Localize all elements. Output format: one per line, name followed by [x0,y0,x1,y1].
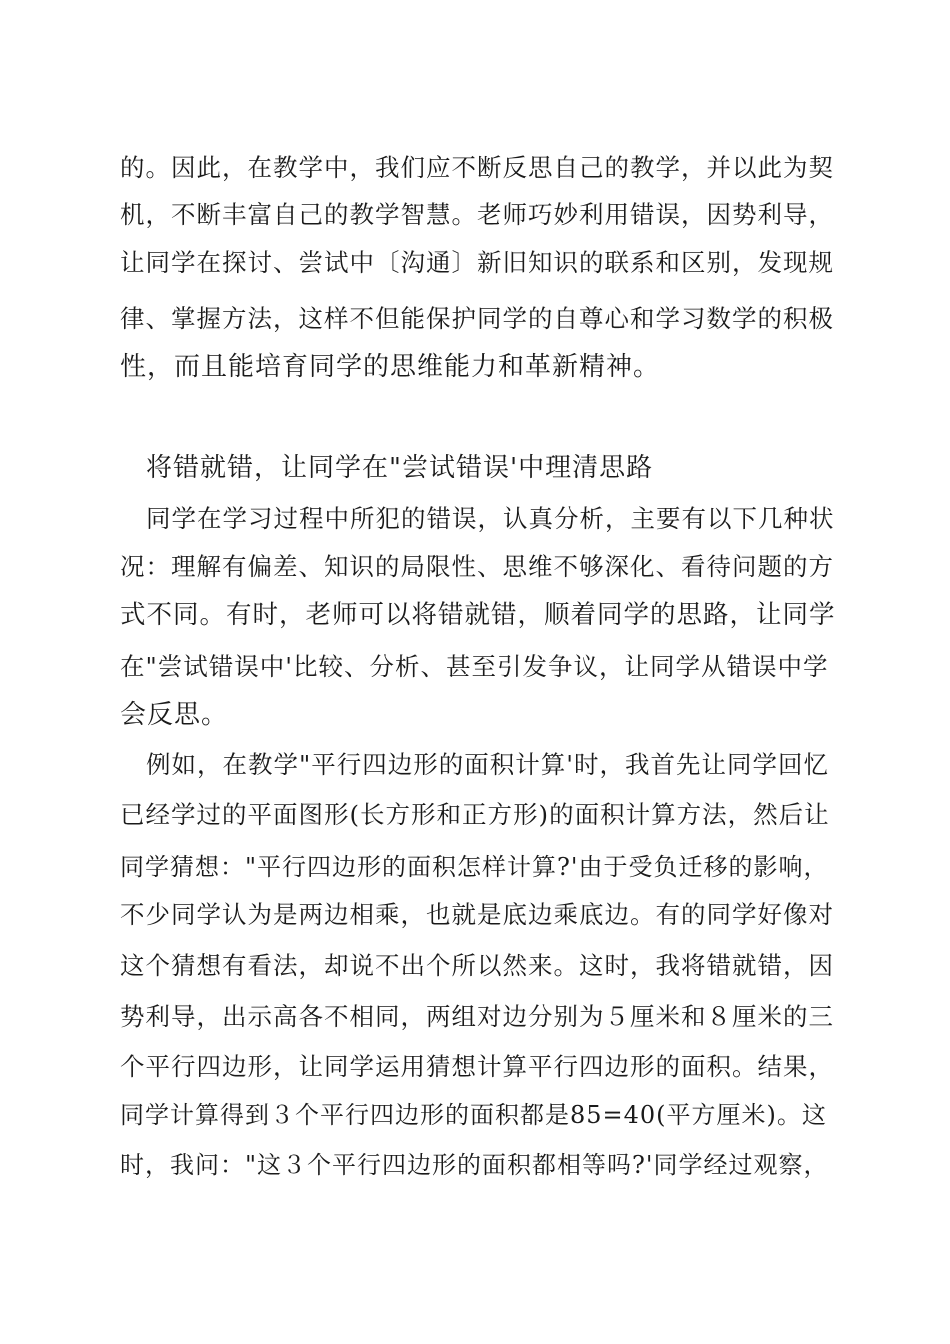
paragraph-2-line-3: 式不同。有时，老师可以将错就错，顺着同学的思路，让同学 [120,600,836,630]
paragraph-1-line-2: 机，不断丰富自己的教学智慧。老师巧妙利用错误，因势利导， [120,200,834,229]
paragraph-3-line-1: 例如，在教学"平行四边形的面积计算'时，我首先让同学回忆 [146,750,830,779]
paragraph-1-line-1: 的。因此，在教学中，我们应不断反思自己的教学，并以此为契 [120,153,834,182]
paragraph-3-line-6: 势利导，出示高各不相同，两组对边分别为５厘米和８厘米的三 [120,1002,834,1031]
paragraph-2-line-2: 况：理解有偏差、知识的局限性、思维不够深化、看待问题的方 [120,552,834,581]
paragraph-3-line-4: 不少同学认为是两边相乘，也就是底边乘底边。有的同学好像对 [120,900,834,929]
paragraph-3-line-2: 已经学过的平面图形(长方形和正方形)的面积计算方法，然后让 [120,800,830,829]
paragraph-3-line-5: 这个猜想有看法，却说不出个所以然来。这时，我将错就错，因 [120,951,834,980]
paragraph-2-line-4: 在"尝试错误中'比较、分析、甚至引发争议，让同学从错误中学 [120,652,829,681]
paragraph-1-line-4: 律、掌握方法，这样不但能保护同学的自尊心和学习数学的积极 [120,304,834,333]
paragraph-1-line-3: 让同学在探讨、尝试中〔沟通〕新旧知识的联系和区别，发现规 [120,248,834,277]
paragraph-3-line-7: 个平行四边形，让同学运用猜想计算平行四边形的面积。结果， [120,1052,834,1081]
paragraph-2-line-1: 同学在学习过程中所犯的错误，认真分析，主要有以下几种状 [146,504,835,533]
paragraph-2-line-5: 会反思。 [120,700,229,730]
paragraph-1-line-5: 性，而且能培育同学的思维能力和革新精神。 [120,352,661,382]
paragraph-3-line-3: 同学猜想："平行四边形的面积怎样计算?'由于受负迁移的影响， [120,853,829,881]
paragraph-3-line-9: 时，我问："这３个平行四边形的面积都相等吗?'同学经过观察， [120,1151,829,1179]
section-heading: 将错就错，让同学在"尝试错误'中理清思路 [146,453,654,483]
paragraph-3-line-8: 同学计算得到３个平行四边形的面积都是85=40(平方厘米)。这 [120,1101,827,1129]
